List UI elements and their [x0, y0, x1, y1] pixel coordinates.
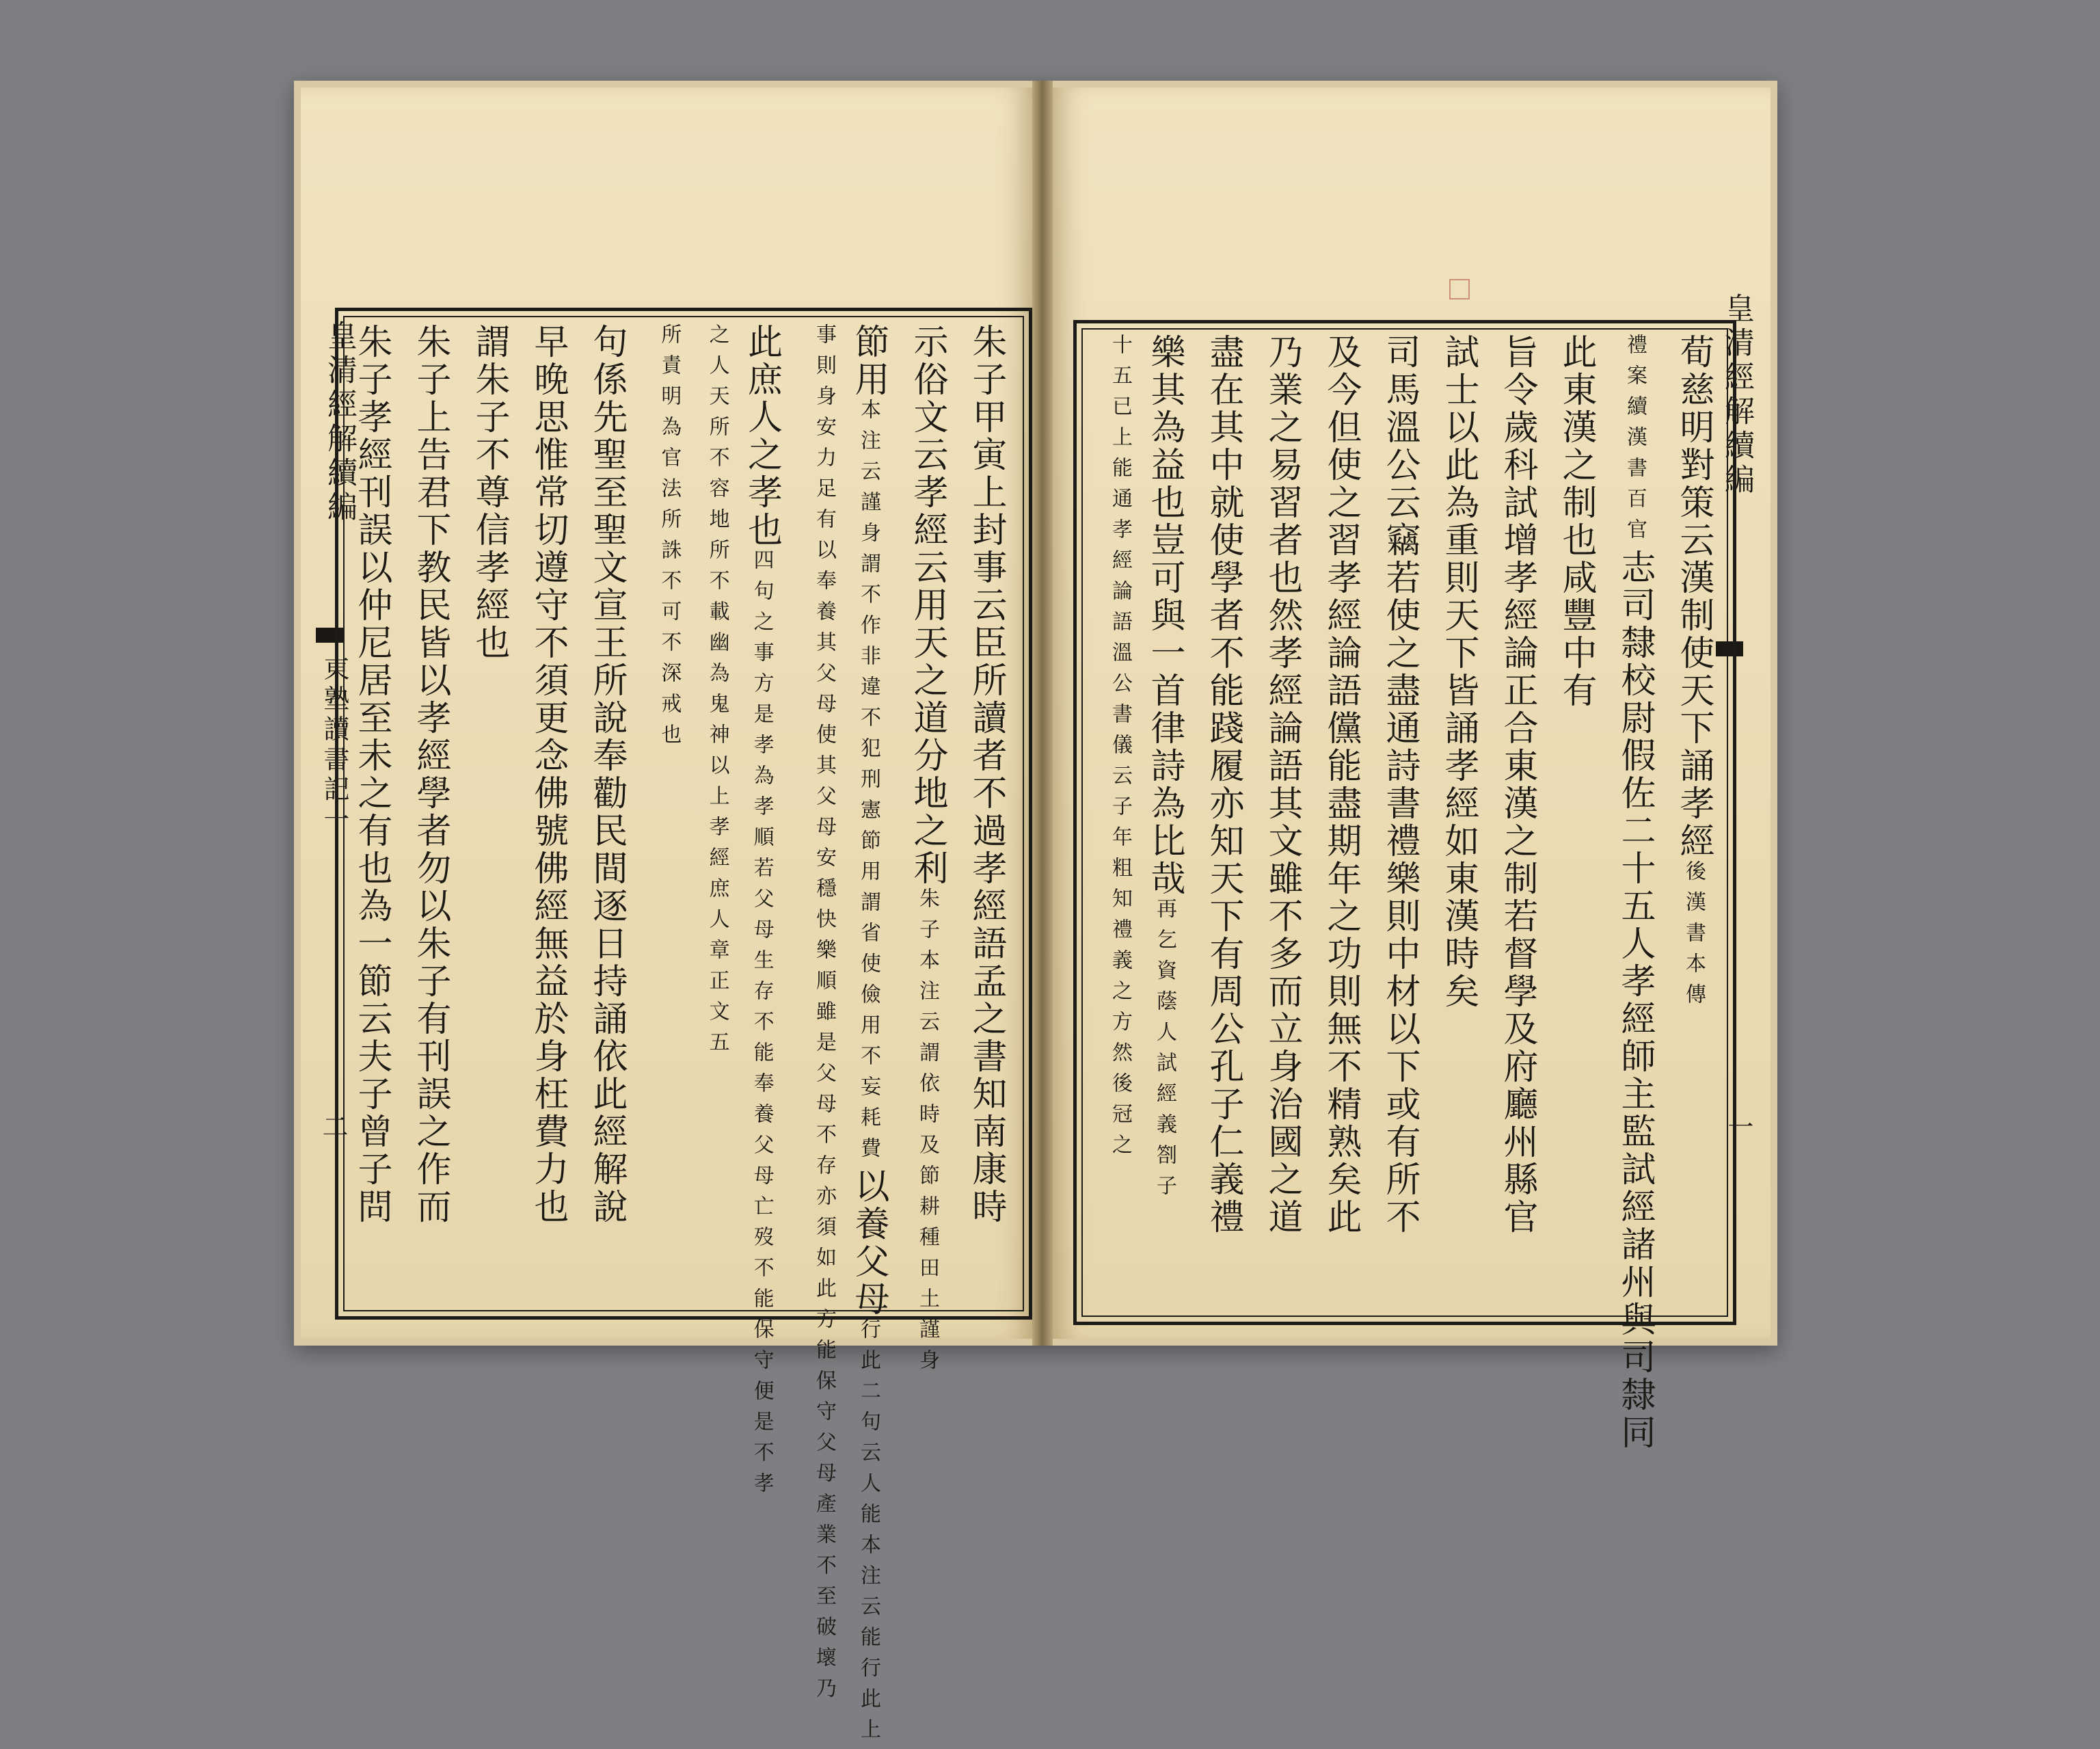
- column-line: [956, 323, 1015, 1301]
- text-column: [577, 323, 636, 1301]
- right-page: [1053, 88, 1771, 1452]
- text-column: [636, 323, 684, 1301]
- annotation-text: 為孝順若父母生存不能奉養父母亡歿不能保守便是不孝: [749, 764, 774, 1503]
- left-page-folio: 二: [318, 1113, 348, 1143]
- left-page-subtitle: 東塾讀書記一: [319, 655, 349, 836]
- main-text: 以養父母: [848, 1168, 889, 1318]
- annotation-text: 四句之事方是孝: [749, 549, 774, 764]
- column-line: [1605, 334, 1664, 1452]
- annotation-text: 粗知禮義之方然後冠之: [1108, 857, 1132, 1164]
- main-text: 朱子甲寅上封事云臣所讀者不過孝經語孟之書知南康時: [966, 323, 1006, 1226]
- column-line: [732, 323, 791, 1503]
- annotation-text: 所責明為官法所誅不可不深戒也: [657, 323, 682, 754]
- text-column: [898, 323, 956, 1380]
- column-line: [703, 323, 732, 1301]
- column-line: [839, 323, 898, 1749]
- text-column: [1080, 334, 1135, 1305]
- column-line: [1194, 334, 1252, 1305]
- main-text: 朱子上告君下教民皆以孝經學者勿以朱子有刊誤之作而: [410, 323, 451, 1226]
- main-text: 荀慈明對策云漢制使天下誦孝經: [1673, 334, 1714, 860]
- column-line: [1252, 334, 1311, 1305]
- column-line: [1664, 334, 1723, 1305]
- right-page-title: 皇清經解續編: [1719, 293, 1754, 498]
- annotation-text: 禮案續漢書百官: [1623, 334, 1647, 549]
- main-text: 示俗文云孝經云用天之道分地之利: [907, 323, 947, 887]
- main-text: 節用: [848, 323, 889, 399]
- column-line: [1370, 334, 1429, 1305]
- main-text: 司馬溫公云竊若使之盡通詩書禮樂則中材以下或有所不: [1379, 334, 1420, 1236]
- text-column: [732, 323, 791, 1503]
- column-line: [342, 323, 401, 1301]
- text-column: [1488, 334, 1546, 1305]
- text-column: [1311, 334, 1370, 1305]
- right-page-folio: 一: [1723, 1113, 1753, 1143]
- book-gutter: [1032, 81, 1053, 1346]
- annotation-text: 父母使其父母安穩快樂: [812, 662, 836, 970]
- text-column: [459, 323, 518, 1301]
- text-column: [1370, 334, 1429, 1305]
- column-line: [401, 323, 459, 1301]
- column-line: [898, 323, 956, 1380]
- annotation-text: 再乞資蔭人試經義劄: [1153, 898, 1176, 1175]
- annotation-text: 順雖是父母不存亦須如此方能保守父母產業不至破壞乃: [812, 970, 836, 1708]
- text-column: [1429, 334, 1488, 1305]
- column-line: [654, 323, 684, 1301]
- main-text: 及今但使之習孝經論語儻能盡期年之功則無不精熟矣此: [1321, 334, 1361, 1236]
- main-text: 志司隸校尉假佐二十五人孝經師主監試經諸州與司隸同: [1615, 549, 1655, 1452]
- text-column: [1664, 334, 1723, 1305]
- left-text-columns: [342, 323, 1015, 1749]
- annotation-text: 子: [1153, 1175, 1176, 1205]
- main-text: 樂其為益也豈可與一首律詩為比哉: [1144, 334, 1185, 898]
- annotation-text: 朱子本注云謂依: [915, 887, 939, 1103]
- column-line: [1311, 334, 1370, 1305]
- column-line: [577, 323, 636, 1301]
- main-text: 旨令歲科試增孝經論正合東漢之制若督學及府廳州縣官: [1497, 334, 1537, 1236]
- column-line: [518, 323, 577, 1301]
- annotation-text: 溫公書儀云子年: [1108, 641, 1132, 857]
- text-column: [1135, 334, 1194, 1305]
- annotation-text: 以上孝經庶人章正文五: [705, 754, 729, 1062]
- column-line: [1105, 334, 1135, 1305]
- column-line: [809, 323, 839, 1708]
- text-column: [401, 323, 459, 1301]
- annotation-text: 後漢書: [1682, 860, 1706, 952]
- column-line: [1546, 334, 1605, 1305]
- text-column: [1546, 334, 1605, 1305]
- main-text: 此庶人之孝也: [741, 323, 782, 549]
- main-text: 早晚思惟常切遵守不須更念佛號佛經無益於身枉費力也: [528, 323, 569, 1226]
- left-page-title: 皇清經解續編: [322, 320, 357, 525]
- main-text: 盡在其中就使學者不能踐履亦知天下有周公孔子仁義禮: [1203, 334, 1243, 1236]
- column-line: [1488, 334, 1546, 1305]
- column-line: [1135, 334, 1194, 1305]
- text-column: [684, 323, 731, 1301]
- annotation-text: 行此二句云人能: [857, 1318, 880, 1534]
- left-page: [301, 88, 1032, 1749]
- right-text-columns: [1080, 334, 1723, 1452]
- text-column: [342, 323, 401, 1301]
- annotation-text: 事則身安力足有以奉養其: [812, 323, 836, 662]
- main-text: 謂朱子不尊信孝經也: [469, 323, 510, 662]
- main-text: 此東漢之制也咸豐中有: [1556, 334, 1596, 710]
- annotation-text: 十五已上能通孝經論語: [1108, 334, 1132, 641]
- main-text: 句係先聖至聖文宣王所說奉勸民間逐日持誦依此經解說: [587, 323, 628, 1226]
- annotation-text: 時及節耕種田土謹身: [915, 1103, 939, 1380]
- column-line: [459, 323, 518, 1301]
- annotation-text: 憲節用謂省使儉用不妄耗費: [857, 799, 880, 1168]
- column-line: [1429, 334, 1488, 1305]
- annotation-text: 本注云能行此上: [857, 1534, 880, 1749]
- open-book: [294, 81, 1777, 1749]
- text-column: [1252, 334, 1311, 1305]
- annotation-text: 本注云謹身謂不作非違不犯刑: [857, 399, 880, 799]
- text-column: [791, 323, 839, 1708]
- main-text: 朱子孝經刊誤以仲尼居至未之有也為一節云夫子曾子問: [351, 323, 392, 1226]
- text-column: [839, 323, 898, 1749]
- annotation-text: 之人天所不容地所不載幽為鬼神: [705, 323, 729, 754]
- annotation-text: 本傳: [1682, 952, 1706, 1014]
- main-text: 乃業之易習者也然孝經論語其文雖不多而立身治國之道: [1262, 334, 1302, 1236]
- text-column: [1605, 334, 1664, 1452]
- main-text: 試士以此為重則天下皆誦孝經如東漢時矣: [1438, 334, 1479, 1011]
- text-column: [956, 323, 1015, 1301]
- seal-stamp-icon: [1449, 279, 1470, 299]
- text-column: [1194, 334, 1252, 1305]
- text-column: [518, 323, 577, 1301]
